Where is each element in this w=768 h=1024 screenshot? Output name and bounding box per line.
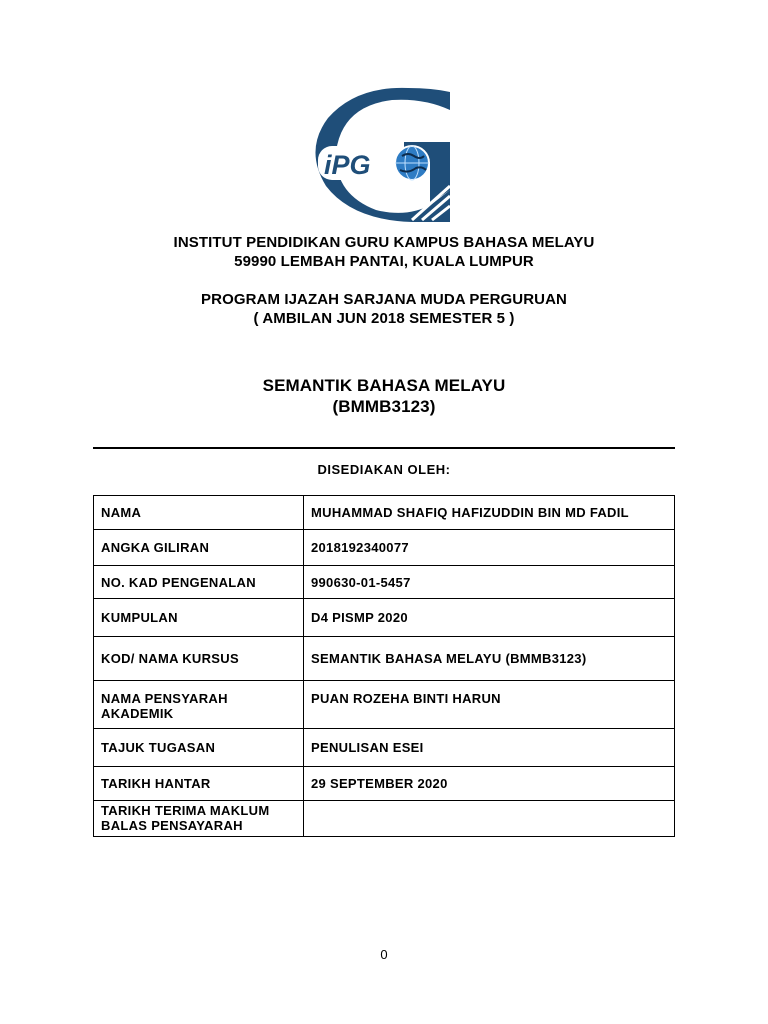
student-info-table [93, 495, 675, 837]
program-name: PROGRAM IJAZAH SARJANA MUDA PERGURUAN [201, 291, 567, 308]
row-value: D4 PISMP 2020 [304, 599, 675, 637]
row-value: PUAN ROZEHA BINTI HARUN [304, 681, 675, 729]
table-row [94, 729, 675, 767]
institute-name: INSTITUT PENDIDIKAN GURU KAMPUS BAHASA MELAYU [173, 234, 595, 251]
row-label: KOD/ NAMA KURSUS [94, 637, 304, 681]
row-label: KUMPULAN [94, 599, 304, 637]
institute-header [0, 233, 768, 271]
table-row [94, 801, 675, 837]
row-value: 2018192340077 [304, 530, 675, 566]
table-row [94, 496, 675, 530]
table-row [94, 767, 675, 801]
row-label: NO. KAD PENGENALAN [94, 566, 304, 599]
row-value: MUHAMMAD SHAFIQ HAFIZUDDIN BIN MD FADIL [304, 496, 675, 530]
course-title: SEMANTIK BAHASA MELAYU [262, 376, 506, 395]
table-row [94, 599, 675, 637]
institute-address: 59990 LEMBAH PANTAI, KUALA LUMPUR [234, 253, 534, 270]
row-label: NAMA PENSYARAH AKADEMIK [94, 681, 304, 729]
course-code: (BMMB3123) [332, 397, 436, 416]
table-row [94, 681, 675, 729]
row-label: ANGKA GILIRAN [94, 530, 304, 566]
page-number: 0 [380, 947, 388, 962]
row-label: TARIKH HANTAR [94, 767, 304, 801]
row-value [304, 801, 675, 837]
table-row [94, 530, 675, 566]
program-intake: ( AMBILAN JUN 2018 SEMESTER 5 ) [253, 310, 515, 327]
logo-text: iPG [324, 150, 371, 180]
row-label: TARIKH TERIMA MAKLUM BALAS PENSAYARAH [94, 801, 304, 837]
row-value: PENULISAN ESEI [304, 729, 675, 767]
prepared-by-heading: DISEDIAKAN OLEH: [317, 462, 451, 477]
row-value: 990630-01-5457 [304, 566, 675, 599]
row-label: TAJUK TUGASAN [94, 729, 304, 767]
row-label: NAMA [94, 496, 304, 530]
course-header [0, 375, 768, 417]
program-header [0, 290, 768, 328]
row-value: 29 SEPTEMBER 2020 [304, 767, 675, 801]
table-row [94, 566, 675, 599]
table-row [94, 637, 675, 681]
ipg-logo [312, 86, 454, 222]
row-value: SEMANTIK BAHASA MELAYU (BMMB3123) [304, 637, 675, 681]
divider-line [93, 447, 675, 449]
